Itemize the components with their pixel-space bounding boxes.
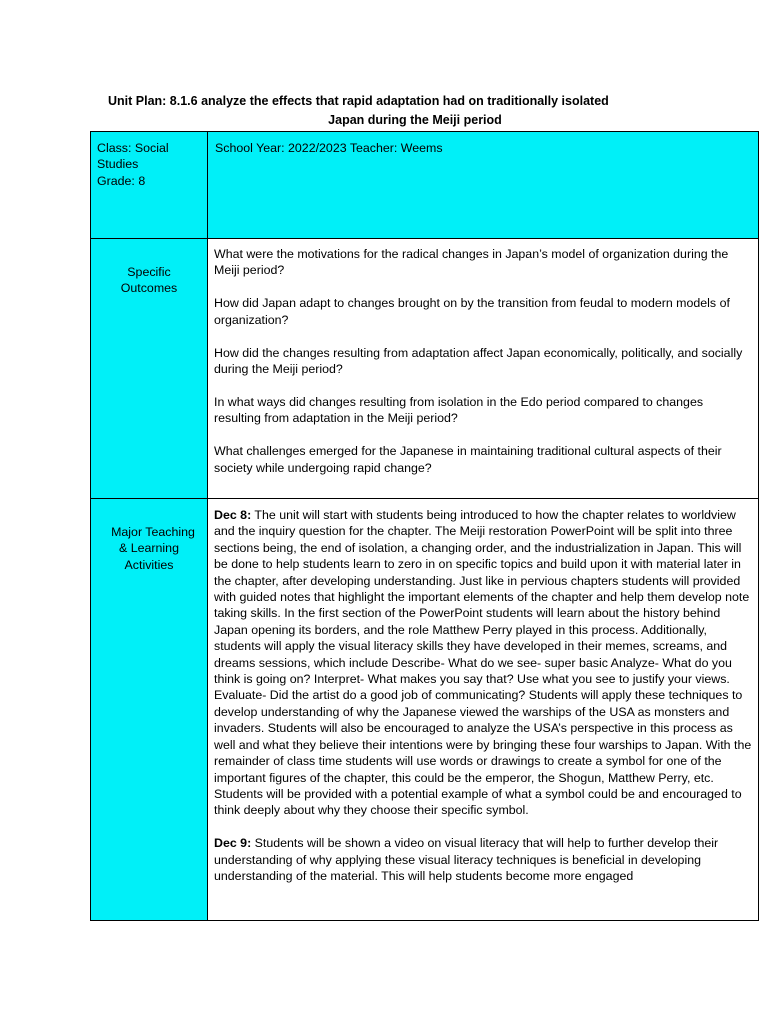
- activity-entry: [214, 507, 752, 819]
- outcome-item: What challenges emerged for the Japanese in maintaining traditional cultural aspects of their society while undergoing rapid change?: [214, 444, 722, 475]
- outcome-item: How did the changes resulting from adaptation affect Japan economically, politically, and socially during the Meiji period?: [214, 345, 743, 377]
- activities-content-cell: [208, 499, 759, 921]
- outcome-item: In what ways did changes resulting from isolation in the Edo period compared to changes resulting from adaptation in the Meiji period?: [214, 394, 704, 426]
- activities-row: [91, 499, 759, 921]
- outcomes-label: Specific Outcomes: [120, 265, 178, 296]
- title-line-1: Unit Plan: 8.1.6 analyze the effects that rapid adaptation had on traditionally isolated: [108, 94, 609, 108]
- school-info-cell: [208, 132, 759, 239]
- activities-label-cell: [91, 499, 208, 921]
- class-info-cell: [91, 132, 208, 239]
- title-line-2: Japan during the Meiji period: [328, 113, 502, 127]
- page-title: [90, 92, 730, 130]
- class-label: Class: Social Studies: [97, 141, 169, 172]
- activity-entry: [214, 835, 752, 884]
- activity-text: The unit will start with students being introduced to how the chapter relates to worldview and the inquiry question for the chapter. The Meiji restoration PowerPoint will be split into three sections being, the end of isolation, a changing order, and the industrialization in Japan. This will be done to help students learn to zero in on specific topics and build upon it with material later in the chapter, after developing understanding. Just like in pervious chapters students will provided with guided notes that highlight the important elements of the chapter and help them develop note taking skills. In the first section of the PowerPoint students will learn about the history behind Japan opening its borders, and the role Matthew Perry played in this process. Additionally, students will apply the visual literacy skills they have developed in their memes, screams, and dreams sessions, which include Describe- What do we see- super basic Analyze- What do you think is going on? Interpret- What makes you say that? Use what you see to justify your views. Evaluate- Did the artist do a good job of communicating? Students will apply these techniques to develop understanding of why the Japanese viewed the warships of the USA as monsters and invaders. Students will also be encouraged to analyze the USA’s perspective in this process as well and what they believe their intentions were by bringing these four warships to Japan. With the remainder of class time students will use words or drawings to create a symbol for one of the important figures of the chapter, this could be the emperor, the Shogun, Matthew Perry, etc. Students will be provided with a potential example of what a symbol could be and encouraged to think deeply about why they choose their specific symbol.: [214, 508, 752, 818]
- school-info: School Year: 2022/2023 Teacher: Weems: [215, 141, 443, 155]
- activities-label-line-1: Major Teaching: [111, 525, 195, 539]
- header-row: [91, 132, 759, 239]
- activity-day: Dec 9:: [214, 836, 252, 851]
- outcomes-label-cell: [91, 239, 208, 499]
- outcomes-content-cell: [208, 239, 759, 499]
- activities-label-line-2: & Learning: [119, 541, 179, 556]
- activity-text: Students will be shown a video on visual literacy that will help to further develop their understanding of why applying these visual literacy techniques is beneficial in developing understanding of the material. This will help students become more engaged: [214, 836, 719, 884]
- unit-plan-table: [90, 131, 759, 921]
- outcome-item: What were the motivations for the radical changes in Japan’s model of organization during the Meiji period?: [214, 247, 729, 278]
- outcomes-row: [91, 239, 759, 499]
- activities-label-line-3: Activities: [124, 557, 174, 572]
- outcome-item: How did Japan adapt to changes brought on by the transition from feudal to modern models of organization?: [214, 296, 730, 327]
- activity-day: Dec 8:: [214, 508, 252, 522]
- grade-label: Grade: 8: [97, 173, 146, 188]
